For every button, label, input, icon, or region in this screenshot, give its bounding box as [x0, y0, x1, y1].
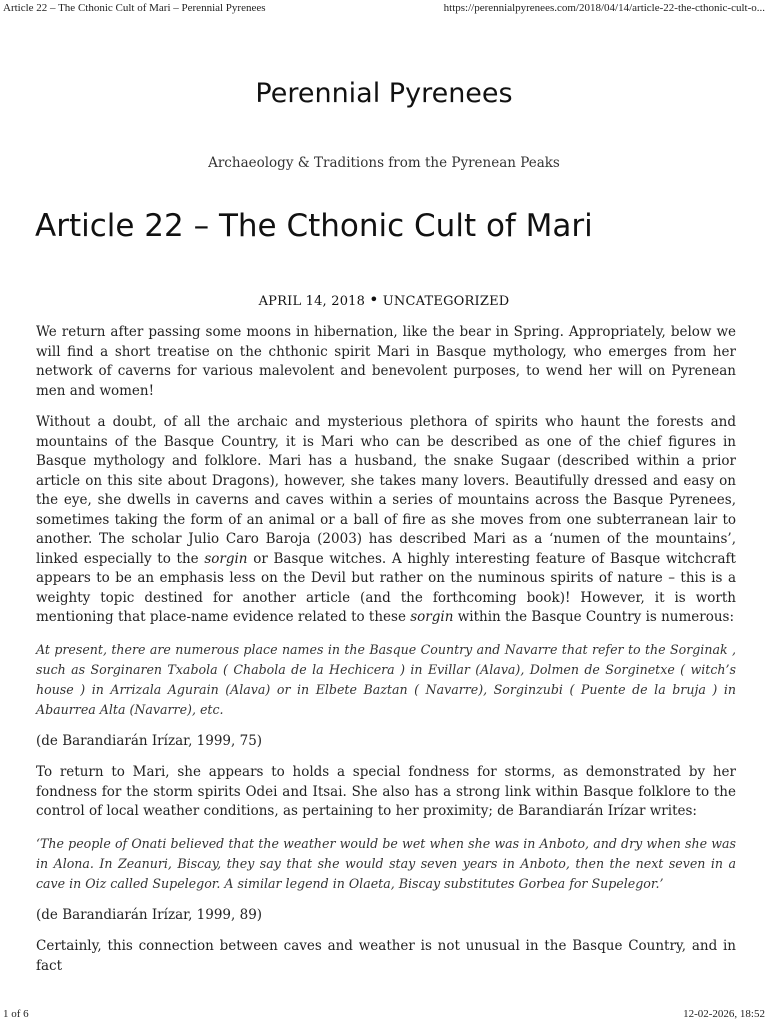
term-sorgin: sorgin [204, 550, 248, 567]
print-timestamp: 12-02-2026, 18:52 [683, 1008, 765, 1020]
post-date[interactable]: APRIL 14, 2018 [258, 294, 366, 309]
article-title: Article 22 – The Cthonic Cult of Mari [35, 208, 593, 244]
term-sorgin-2: sorgin [410, 609, 454, 625]
article-body [36, 323, 736, 988]
site-tagline: Archaeology & Traditions from the Pyrenean Peaks [208, 155, 560, 171]
print-header-url[interactable]: https://perennialpyrenees.com/2018/04/14/article-22-the-cthonic-cult-o... [443, 2, 765, 14]
paragraph-mari-text-b: or Basque witches. A highly interesting feature of Basque witchcraft appears to be an emphasis less on the Devil but rather on the numinous spirits of nature – this is a weighty topic destined for another article (and the forthcoming book)! However, it is worth mentioning that place-name evidence related to these [36, 550, 736, 625]
citation-2: (de Barandiarán Irízar, 1999, 89) [36, 906, 263, 923]
blockquote-weather: ‘The people of Onati believed that the weather would be wet when she was in Anboto, and dry when she was in Alona. In Zeanuri, Biscay, they say that she would stay seven years in Anboto, then the next seven in a cave in Oiz called Supelegor. A similar legend in Olaeta, Biscay substitutes Gorbea for Supelegor.’ [36, 835, 736, 891]
paragraph-mari-text-a: Without a doubt, of all the archaic and mysterious plethora of spirits who haunt the forests and mountains of the Basque Country, it is Mari who can be described as one of the chief figures in Basque mythology and folklore. Mari has a husband, the snake Sugaar (described within a prior article on this site about Dragons), however, she takes many lovers. Beautifully dressed and easy on the eye, she dwells in caverns and caves within a series of mountains across the Basque Pyrenees, sometimes taking the form of an animal or a ball of fire as she moves from one subterranean lair to another. The scholar Julio Caro Baroja (2003) has described Mari as a ‘numen of the mountains’, linked especially to the [36, 414, 736, 567]
print-header-page-title: Article 22 – The Cthonic Cult of Mari – Perennial Pyrenees [3, 2, 266, 14]
paragraph-mari-text-c: within the Basque Country is numerous: [453, 609, 735, 625]
post-category[interactable]: UNCATEGORIZED [382, 294, 510, 309]
site-title[interactable]: Perennial Pyrenees [255, 78, 513, 109]
print-header [0, 2, 768, 14]
page-count: 1 of 6 [3, 1008, 29, 1020]
blockquote-place-names: At present, there are numerous place names in the Basque Country and Navarre that refer to the Sorginak , such as Sorginaren Txabola ( Chabola de la Hechicera ) in Evillar (Alava), Dolmen de Sorginetxe ( witch’s house ) in Arrizala Agurain (Alava) or in Elbete Baztan ( Navarre), Sorginzubi ( Puente de la bruja ) in Abaurrea Alta (Navarre), etc. [36, 641, 736, 717]
paragraph-mari [36, 413, 736, 628]
article-meta [0, 290, 768, 309]
meta-separator: • [369, 290, 379, 309]
citation-1: (de Barandiarán Irízar, 1999, 75) [36, 732, 263, 749]
print-footer [0, 1008, 768, 1020]
paragraph-intro: We return after passing some moons in hibernation, like the bear in Spring. Appropriately, below we will find a short treatise on the chthonic spirit Mari in Basque mythology, who emerges from her network of caverns for various malevolent and benevolent purposes, to wend her will on Pyrenean men and women! [36, 324, 736, 399]
paragraph-storms: To return to Mari, she appears to holds a special fondness for storms, as demonstrated by her fondness for the storm spirits Odei and Itsai. She also has a strong link within Basque folklore to the control of local weather conditions, as pertaining to her proximity; de Barandiarán Irízar writes: [36, 764, 736, 819]
paragraph-caves-weather: Certainly, this connection between caves and weather is not unusual in the Basque Country, and in fact [36, 938, 736, 974]
